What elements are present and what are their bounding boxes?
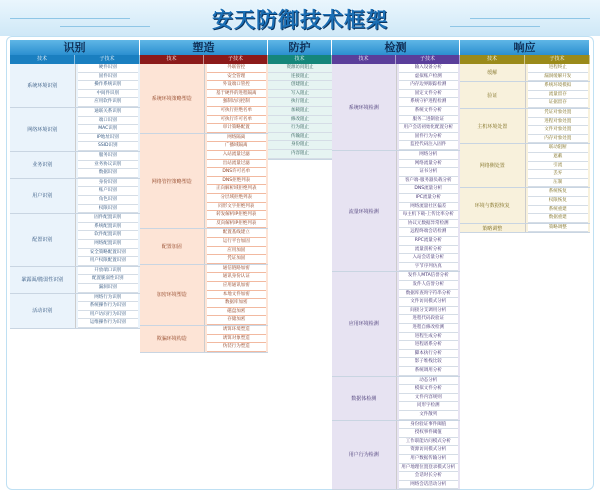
- subtechnique-item[interactable]: 中间件识别: [78, 90, 139, 99]
- subtechnique-item[interactable]: 通信链路加密: [207, 265, 267, 274]
- subtechnique-item[interactable]: 配置脆弱性识别: [78, 275, 139, 284]
- subtechnique-item[interactable]: 加载阻止: [268, 107, 332, 116]
- subtechnique-item[interactable]: 外设端口管控: [207, 81, 267, 90]
- category-protect: 防护: [268, 40, 332, 55]
- subtechnique-item[interactable]: 用户地理位置登录模式分析: [399, 464, 459, 473]
- header-tech: 技术: [268, 55, 332, 64]
- subtechnique-item[interactable]: 漏洞缓解开发: [528, 73, 589, 82]
- subtechnique-item[interactable]: 身份识别: [78, 179, 139, 188]
- technique-group: [140, 64, 268, 134]
- subtechnique-list: [76, 294, 141, 328]
- subtechnique-item[interactable]: 入站会话量分析: [399, 254, 459, 263]
- technique-group: [332, 377, 460, 421]
- subtechnique-item[interactable]: 硬件识别: [78, 64, 139, 73]
- subtechnique-item[interactable]: 出站流量过滤: [207, 160, 267, 169]
- subtechnique-item[interactable]: 创建阻止: [268, 81, 332, 90]
- subtechnique-item[interactable]: 运维操作行为识别: [78, 319, 139, 328]
- subtechnique-item[interactable]: 运行平台加固: [207, 238, 267, 247]
- subtechnique-item[interactable]: 转发解析IP拒绝列表: [207, 211, 267, 220]
- subtechnique-item[interactable]: 正向解析域拒绝列表: [207, 185, 267, 194]
- subtechnique-list: [76, 267, 141, 293]
- subtechnique-list: [397, 64, 461, 150]
- technique-group: [460, 64, 590, 82]
- technique-name[interactable]: 流量环境检测: [332, 151, 397, 271]
- subtechnique-item[interactable]: 模拟文件分析: [399, 385, 459, 394]
- subtechnique-item[interactable]: 进程对象处置: [528, 118, 589, 127]
- technique-name[interactable]: 系统环境策略塑造: [140, 64, 205, 133]
- technique-name[interactable]: 活动识别: [10, 294, 76, 328]
- technique-group: [268, 64, 332, 160]
- subtechnique-item[interactable]: 虚拟账户检测: [399, 73, 459, 82]
- technique-group: [140, 326, 268, 353]
- subtechnique-item[interactable]: 文件访问模式分析: [399, 298, 459, 307]
- subtechnique-item[interactable]: 应用加固: [207, 247, 267, 256]
- subtechnique-item[interactable]: 用户权限配置识别: [78, 257, 139, 266]
- technique-name[interactable]: 主机环境处置: [460, 109, 526, 143]
- subtechnique-item[interactable]: 行为阻止: [268, 124, 332, 133]
- technique-name[interactable]: 网络环境识别: [10, 108, 76, 151]
- subtechnique-item[interactable]: 资源访问模式分析: [399, 446, 459, 455]
- column-header: [460, 55, 590, 64]
- column-header: [268, 55, 332, 64]
- subtechnique-item[interactable]: 网络行为识别: [78, 294, 139, 303]
- technique-name[interactable]: 网络管控策略塑造: [140, 134, 205, 229]
- subtechnique-item[interactable]: 网络分析: [399, 151, 459, 160]
- subtechnique-list: [526, 64, 591, 81]
- subtechnique-item[interactable]: 网络配置识别: [78, 240, 139, 249]
- subtechnique-item[interactable]: 安全管理: [207, 73, 267, 82]
- subtechnique-item[interactable]: 策略调整: [528, 224, 589, 233]
- subtechnique-item[interactable]: 进程谱系分析: [399, 341, 459, 350]
- subtechnique-item[interactable]: 配置基线建立: [207, 229, 267, 238]
- technique-name[interactable]: 应用环境检测: [332, 272, 397, 375]
- subtechnique-item[interactable]: 诱饵环境塑造: [207, 326, 267, 335]
- subtechnique-list: [526, 144, 591, 187]
- technique-group: [10, 64, 140, 108]
- subtechnique-item[interactable]: 发件人MTA信誉分析: [399, 272, 459, 281]
- subtechnique-list: [526, 82, 591, 108]
- subtechnique-item[interactable]: 身份阻止: [268, 141, 332, 150]
- subtechnique-item[interactable]: 可执行许可名单: [207, 116, 267, 125]
- technique-group: [332, 421, 460, 491]
- subtechnique-item[interactable]: 网络流量社区偏差: [399, 203, 459, 212]
- technique-group: [140, 229, 268, 264]
- technique-name[interactable]: 配置加固: [140, 229, 205, 263]
- subtechnique-list: [76, 64, 141, 107]
- header-tech: 技术: [460, 55, 525, 64]
- subtechnique-item[interactable]: 网络流量分析: [399, 160, 459, 169]
- subtechnique-item[interactable]: 系统调用分析: [399, 367, 459, 376]
- technique-name[interactable]: 系统环境识别: [10, 64, 76, 107]
- technique-name[interactable]: 网络侧处置: [460, 144, 526, 187]
- technique-name[interactable]: 暴露面/脆弱性识别: [10, 267, 76, 293]
- subtechnique-item[interactable]: 操作系统识别: [78, 81, 139, 90]
- column-protect: [268, 55, 332, 160]
- subtechnique-item[interactable]: 服务识别: [78, 152, 139, 161]
- technique-group: [10, 108, 140, 152]
- subtechnique-item[interactable]: 安全策略配置识别: [78, 249, 139, 258]
- subtechnique-item[interactable]: 伪装行为塑造: [207, 343, 267, 352]
- subtechnique-item[interactable]: 同形文字拒绝列表: [207, 203, 267, 212]
- subtechnique-item[interactable]: 入站流量过滤: [207, 151, 267, 160]
- subtechnique-item[interactable]: 丢弃: [528, 170, 589, 179]
- technique-name[interactable]: 业务识别: [10, 152, 76, 178]
- subtechnique-item[interactable]: 凭证加固: [207, 255, 267, 264]
- subtechnique-item[interactable]: 修改阻止: [268, 116, 332, 125]
- subtechnique-item[interactable]: DNS拒绝列表: [207, 177, 267, 186]
- subtechnique-item[interactable]: 数据库加密: [207, 299, 267, 308]
- subtechnique-item[interactable]: 证书分析: [399, 168, 459, 177]
- subtechnique-item[interactable]: DNS许可名单: [207, 168, 267, 177]
- subtechnique-list: [76, 108, 141, 151]
- subtechnique-item[interactable]: 同形字检测: [399, 402, 459, 411]
- subtechnique-item[interactable]: 存储加密: [207, 316, 267, 325]
- column-identify: [10, 55, 140, 329]
- subtechnique-item[interactable]: 监控代码注入固件: [399, 141, 459, 150]
- subtechnique-item[interactable]: 应用软件识别: [78, 98, 139, 107]
- column-shape: [140, 55, 268, 353]
- technique-name[interactable]: 欺骗环境构造: [140, 326, 205, 352]
- category-identify: 识别: [10, 40, 140, 55]
- subtechnique-list: [397, 377, 461, 420]
- subtechnique-item[interactable]: 进程生成分析: [399, 333, 459, 342]
- subtechnique-item[interactable]: 本地文件加密: [207, 291, 267, 300]
- subtechnique-item[interactable]: 业务协议识别: [78, 161, 139, 170]
- category-detect: 检测: [332, 40, 460, 55]
- subtechnique-item[interactable]: 用户数据传输分析: [399, 455, 459, 464]
- technique-group: [10, 214, 140, 267]
- subtechnique-item[interactable]: 广播域隔离: [207, 142, 267, 151]
- technique-group: [460, 188, 590, 223]
- column-detect: [332, 55, 460, 490]
- subtechnique-item[interactable]: MAC识别: [78, 125, 139, 134]
- category-respond: 响应: [460, 40, 590, 55]
- subtechnique-item[interactable]: 远程终端会话检测: [399, 228, 459, 237]
- subtechnique-item[interactable]: 流量留存: [528, 91, 589, 100]
- subtechnique-item[interactable]: 外联管控: [207, 64, 267, 73]
- subtechnique-item[interactable]: SSID识别: [78, 142, 139, 151]
- subtechnique-item[interactable]: 网络会话活动分析: [399, 481, 459, 490]
- subtechnique-item[interactable]: 固件行为分析: [399, 133, 459, 142]
- technique-name[interactable]: 策略调整: [460, 224, 526, 233]
- subtechnique-item[interactable]: 基于硬件的进程隔离: [207, 90, 267, 99]
- subtechnique-item[interactable]: DNS流量分析: [399, 185, 459, 194]
- technique-name[interactable]: 验证: [460, 82, 526, 108]
- subtechnique-item[interactable]: 系统环境模拟: [528, 82, 589, 91]
- technique-group: [332, 64, 460, 151]
- subtechnique-item[interactable]: 每主机下载-上传比率分析: [399, 211, 459, 220]
- subtechnique-item[interactable]: 连接阻止: [268, 73, 332, 82]
- subtechnique-item[interactable]: 会话时长分析: [399, 472, 459, 481]
- subtechnique-item[interactable]: 磁盘加密: [207, 308, 267, 317]
- subtechnique-list: [205, 229, 269, 263]
- technique-group: [10, 267, 140, 294]
- subtechnique-item[interactable]: 漏洞识别: [78, 284, 139, 293]
- subtechnique-item[interactable]: 强制访问控制: [207, 98, 267, 107]
- subtechnique-item[interactable]: 系统配置识别: [78, 223, 139, 232]
- subtechnique-list: [205, 265, 269, 325]
- subtechnique-item[interactable]: 数据识别: [78, 169, 139, 178]
- subtechnique-item[interactable]: 进程自修改检测: [399, 324, 459, 333]
- subtechnique-item[interactable]: 权限识别: [78, 205, 139, 214]
- subtechnique-item[interactable]: 系统守护进程检测: [399, 98, 459, 107]
- subtechnique-item[interactable]: 发件人信誉分析: [399, 281, 459, 290]
- subtechnique-item[interactable]: 系统恢复: [528, 188, 589, 197]
- subtechnique-item[interactable]: 用户会话初始化配置分析: [399, 124, 459, 133]
- technique-group: [10, 152, 140, 179]
- subtechnique-item[interactable]: 账户识别: [78, 187, 139, 196]
- technique-group: [460, 144, 590, 188]
- subtechnique-item[interactable]: 固件识别: [78, 73, 139, 82]
- subtechnique-item[interactable]: 分层域拒绝列表: [207, 194, 267, 203]
- subtechnique-list: [397, 421, 461, 490]
- subtechnique-item[interactable]: 内存对象处置: [528, 135, 589, 144]
- subtechnique-item[interactable]: 流量剖析分析: [399, 246, 459, 255]
- header-subtech: 子技术: [525, 55, 590, 64]
- header-subtech: 子技术: [204, 55, 268, 64]
- subtechnique-item[interactable]: 影子堆栈比较: [399, 358, 459, 367]
- subtechnique-item[interactable]: 网络隔离: [207, 134, 267, 143]
- subtechnique-list: [268, 64, 332, 159]
- column-header: [332, 55, 460, 64]
- subtechnique-item[interactable]: 联动阻断: [528, 144, 589, 153]
- subtechnique-item[interactable]: 资源访问阻止: [268, 64, 332, 73]
- subtechnique-item[interactable]: 系统文件分析: [399, 107, 459, 116]
- page-title: 安天防御技术框架: [212, 8, 388, 32]
- header-tech: 技术: [140, 55, 204, 64]
- subtechnique-item[interactable]: IP地址识别: [78, 134, 139, 143]
- subtechnique-list: [526, 224, 591, 233]
- subtechnique-list: [526, 188, 591, 222]
- technique-name[interactable]: 缓解: [460, 64, 526, 81]
- subtechnique-item[interactable]: 数据库查询字符串分析: [399, 290, 459, 299]
- header-tech: 技术: [332, 55, 396, 64]
- subtechnique-item[interactable]: 内容阻止: [268, 150, 332, 159]
- subtechnique-item[interactable]: 文件内容规则: [399, 394, 459, 403]
- subtechnique-item[interactable]: 软件配置识别: [78, 231, 139, 240]
- subtechnique-item[interactable]: 内存边界跟踪检测: [399, 81, 459, 90]
- subtechnique-item[interactable]: 凭证对象处置: [528, 109, 589, 118]
- technique-group: [140, 134, 268, 230]
- technique-name[interactable]: 系统环境检测: [332, 64, 397, 150]
- subtechnique-item[interactable]: 写入阻止: [268, 90, 332, 99]
- subtechnique-list: [205, 134, 269, 229]
- subtechnique-list: [76, 152, 141, 178]
- subtechnique-item[interactable]: 固件配置识别: [78, 214, 139, 223]
- technique-group: [460, 82, 590, 109]
- subtechnique-item[interactable]: 系统操作行为识别: [78, 302, 139, 311]
- subtechnique-item[interactable]: 压制: [528, 179, 589, 188]
- subtechnique-item[interactable]: 角色识别: [78, 196, 139, 205]
- subtechnique-item[interactable]: 开放端口识别: [78, 267, 139, 276]
- technique-name[interactable]: 用户识别: [10, 179, 76, 213]
- subtechnique-item[interactable]: 固定文件分析: [399, 90, 459, 99]
- subtechnique-item[interactable]: 通讯身份认证: [207, 273, 267, 282]
- subtechnique-item[interactable]: 间接分支调用分析: [399, 307, 459, 316]
- header-subtech: 子技术: [75, 55, 140, 64]
- subtechnique-item[interactable]: 系统重建: [528, 206, 589, 215]
- technique-group: [140, 265, 268, 326]
- subtechnique-item[interactable]: 授权事件阈值: [399, 429, 459, 438]
- subtechnique-item[interactable]: 数据重建: [528, 214, 589, 223]
- subtechnique-item[interactable]: 文件对象处置: [528, 126, 589, 135]
- subtechnique-item[interactable]: 工作职能访问模式分析: [399, 438, 459, 447]
- subtechnique-list: [205, 326, 269, 352]
- header-tech: 技术: [10, 55, 75, 64]
- subtechnique-item[interactable]: 协议元数据异常检测: [399, 220, 459, 229]
- technique-group: [460, 109, 590, 144]
- subtechnique-item[interactable]: 遮蔽: [528, 153, 589, 162]
- technique-name[interactable]: 配置识别: [10, 214, 76, 266]
- subtechnique-item[interactable]: 可执行拒绝名单: [207, 107, 267, 116]
- subtechnique-item[interactable]: 权限恢复: [528, 197, 589, 206]
- subtechnique-item[interactable]: 端口识别: [78, 117, 139, 126]
- subtechnique-item[interactable]: RPC流量分析: [399, 237, 459, 246]
- subtechnique-item[interactable]: 脚本执行分析: [399, 350, 459, 359]
- subtechnique-list: [76, 179, 141, 213]
- subtechnique-item[interactable]: 客户端-服务器负载分析: [399, 177, 459, 186]
- subtechnique-item[interactable]: 通联关系识别: [78, 108, 139, 117]
- subtechnique-item[interactable]: 文件散列: [399, 411, 459, 420]
- technique-name[interactable]: 加密环境塑造: [140, 265, 205, 325]
- subtechnique-item[interactable]: 用户访问行为识别: [78, 311, 139, 320]
- subtechnique-item[interactable]: 服务二进制验证: [399, 116, 459, 125]
- subtechnique-item[interactable]: 字节序列仿真: [399, 263, 459, 272]
- technique-name[interactable]: 数据体检测: [332, 377, 397, 420]
- subtechnique-item[interactable]: IPC流量分析: [399, 194, 459, 203]
- subtechnique-item[interactable]: 动态分析: [399, 377, 459, 386]
- subtechnique-item[interactable]: 执行阻止: [268, 98, 332, 107]
- column-respond: [460, 55, 590, 233]
- subtechnique-item[interactable]: 应用通讯加密: [207, 282, 267, 291]
- technique-group: [332, 272, 460, 376]
- subtechnique-item[interactable]: 诱饵对象塑造: [207, 335, 267, 344]
- technique-group: [10, 179, 140, 214]
- technique-name[interactable]: 用户行为检测: [332, 421, 397, 490]
- subtechnique-list: [205, 64, 269, 133]
- subtechnique-list: [397, 151, 461, 271]
- header-subtech: 子技术: [396, 55, 460, 64]
- column-header: [10, 55, 140, 64]
- subtechnique-list: [76, 214, 141, 266]
- technique-group: [460, 224, 590, 234]
- subtechnique-item[interactable]: 身份验证事件阈值: [399, 421, 459, 430]
- subtechnique-item[interactable]: 输入设备分析: [399, 64, 459, 73]
- subtechnique-list: [397, 272, 461, 375]
- technique-group: [332, 151, 460, 272]
- subtechnique-item[interactable]: 引流: [528, 162, 589, 171]
- technique-group: [10, 294, 140, 329]
- subtechnique-item[interactable]: 证据留存: [528, 99, 589, 108]
- subtechnique-item[interactable]: 进程终止: [528, 64, 589, 73]
- subtechnique-item[interactable]: 传输阻止: [268, 133, 332, 142]
- subtechnique-item[interactable]: 进程代码段验证: [399, 315, 459, 324]
- category-shape: 塑造: [140, 40, 268, 55]
- technique-name[interactable]: 环境与数据恢复: [460, 188, 526, 222]
- subtechnique-list: [526, 109, 591, 143]
- column-header: [140, 55, 268, 64]
- subtechnique-item[interactable]: 反向解析IP拒绝列表: [207, 220, 267, 229]
- subtechnique-item[interactable]: 审计策略配置: [207, 124, 267, 133]
